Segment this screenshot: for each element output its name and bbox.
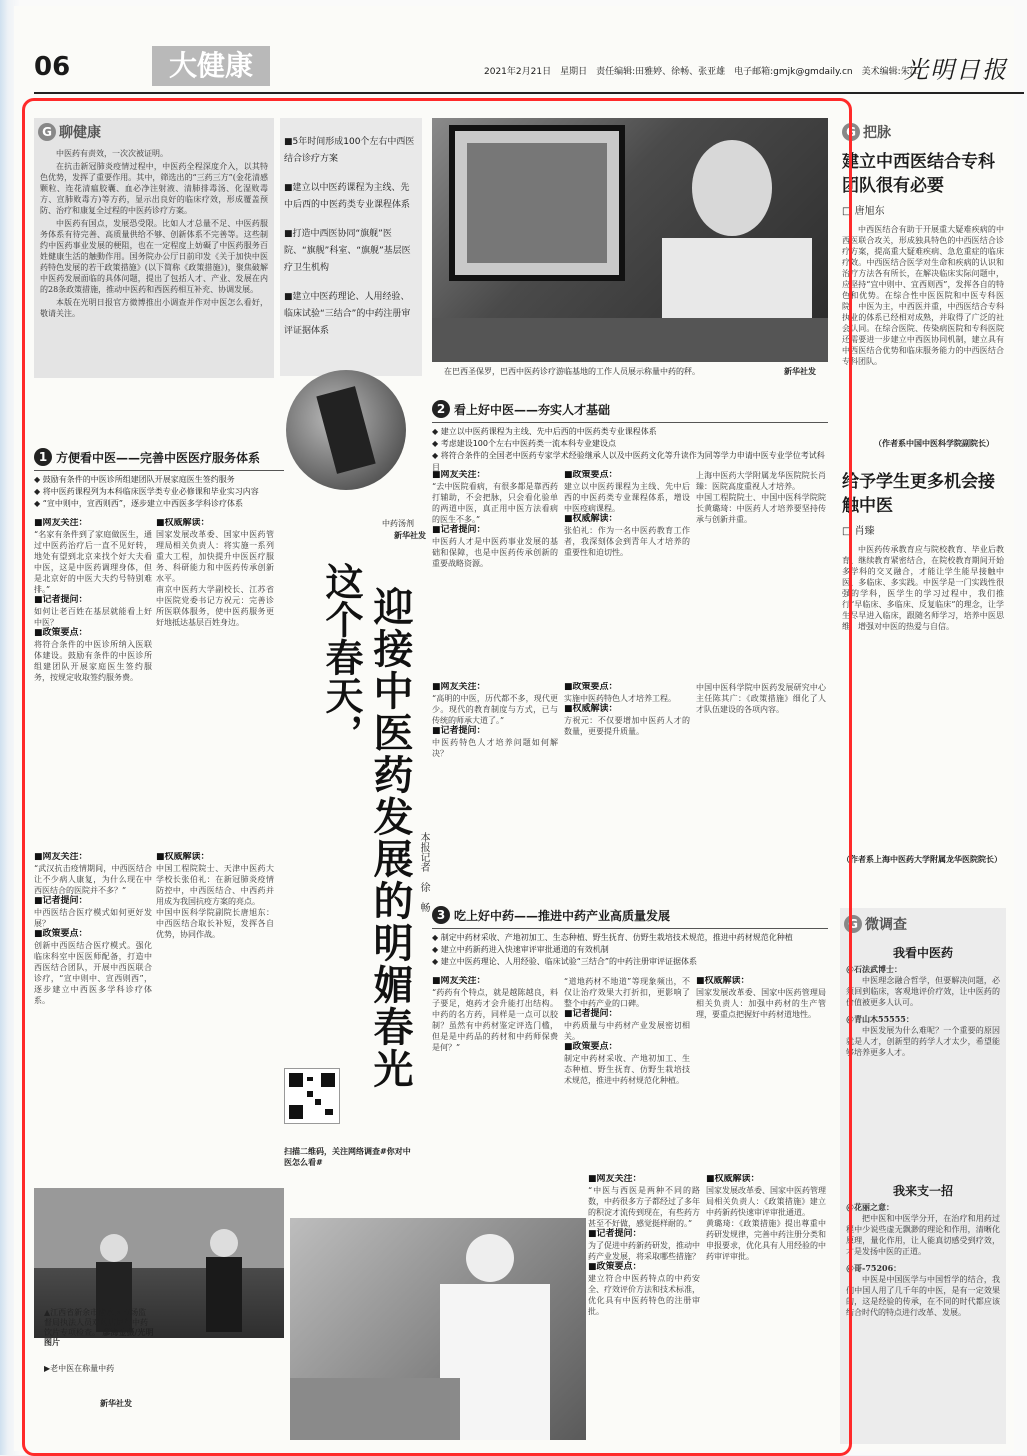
sec3b-policy-text: 建立符合中医药特点的中药安全、疗效评价方法和技术标准，优化具有中医药特色的注册审批。 [588,1274,700,1316]
bullet-text: 考虑建设100个左右中医药类一流本科专业建设点 [440,439,616,448]
sec3-policy-text: 制定中药材采收、产地初加工、生态种植、野生抚育、仿野生栽培技术规范，推进中药材规范化种植。 [564,1054,690,1085]
highlight-text: 建立以中医药课程为主线、先中后西的中医药类专业课程体系 [284,183,411,210]
g-icon: G [38,123,56,141]
intro-p2: 在抗击新冠肺炎疫情过程中，中医药全程深度介入，以其特色优势，发挥了重要作用。其中，筛选出的“三药三方”(金花清感颗粒、连花清瘟胶囊、血必净注射液、清肺排毒汤、化湿败毒方、宣肺败毒方)等方药，显示出良好的临床疗效，形成覆盖预防、治疗和康复全过程的中医药诊疗方案。 [40,162,268,215]
label-concern: ■网友关注： [588,1174,642,1184]
bottom-caption1-text: 江西省新余市渝水区市场监督局执法人员对药店进行中药饮片专项检查。 [44,1308,148,1337]
label-policy: ■政策要点： [588,1262,642,1272]
article2-text: 中医药传承教育应与院校教育、毕业后教育、继续教育紧密结合，在院校教育期间开始多学科的交叉融合，才能让学生能早接触中医、多临床、多实践。中医学是一门实践性很强的学科，医学生的学习过程中，我们推行“早临床、多临床、反复临床”的理念，让学生尽早进入临床，跟随名师学习，培养中医思维，增强对中医的热爱与自信。 [842,545,1004,631]
label-concern: ■网友关注： [34,852,88,862]
intro-p3: 中医药有国点，发展恐受限。比如人才总量不足、中医药服务体系有待完善、高质量供给不够、创新体系不完善等。这些制约中医药事业发展的梗阻，也在一定程度上妨礙了中医药服务百姓健康生活的触動作用。国务院办公厅日前印发《关于加快中医药特色发展的若干政策措施》(以下简称《政策措施》)，聚焦破解中医药发展面临的具体问题，提出了包括人才、产业、发展在内的28条政策措施，推动中医药和西医药相互补充、协调发展。 [40,219,268,294]
highlight-item: ■5年时间形成100个左右中西医结合诊疗方案 [284,137,415,164]
label-interp: ■权威解读： [156,518,210,528]
survey-user: @石法武博士： [846,964,902,974]
label-interp: ■权威解读： [156,852,210,862]
right-tag-label: 把脉 [863,125,891,141]
g-icon: G [842,123,860,141]
bullet: ◆ 建立以中医药课程为主线、先中后西的中医药类专业课程体系 [432,427,657,436]
label-concern: ■网友关注： [432,470,486,480]
newspaper-logo: 光明日报 [904,56,1008,84]
support-title: 我来支一招 [892,1184,953,1198]
article1-title: 建立中西医结合专科团队很有必要 [842,152,995,196]
sec2b-interp-text2: 中国中医科学院中医药发展研究中心主任陈其广：《政策措施》细化了人才队伍建设的各项内容。 [696,683,826,714]
survey-tag-label: 微调查 [865,917,907,933]
sec2-interp-text: 张伯礼：作为一名中医药教育工作者，我深刻体会到青年人才培养的重要性和迫切性。 [564,526,690,557]
article2-author-name: 肖臻 [854,526,875,537]
highlight-text: 打造中西医协同“旗舰”医院、“旗舰”科室、“旗舰”基层医疗卫生机构 [284,229,411,273]
header-rule [34,92,1024,94]
sec2b-concern-text: “高明的中医，历代都不多，现代更少。现代的教育制度与方式，已与传统的师承大道了。” [432,694,558,725]
section3-number: 3 [432,906,450,924]
sec3b-interp-text2: 黄璐琦：《政策措施》提出尊重中药研发规律，完善中药注册分类和申报要求，优化具有人用经验的中药审评审批。 [706,1219,826,1261]
section3-title: 吃上好中药——推进中药产业高质量发展 [454,908,671,923]
main-title-line2: 迎接中医药发展的明媚春光 [367,586,414,1090]
label-policy: ■政策要点： [564,682,618,692]
section-title: 大健康 [152,46,270,86]
bullet-text: 制定中药材采收、产地初加工、生态种植、野生抚育、仿野生栽培技术规范，推进中药材规范化种植 [440,933,793,942]
sec3-ask-text: 中药质量与中药材产业发展密切相关。 [564,1021,690,1041]
label-policy: ■政策要点： [34,628,88,638]
article2-author: □ 肖臻 [842,526,875,537]
sec2-interp-text2: 上海中医药大学附属龙华医院院长肖臻：医院高度重视人才培养。 [696,471,826,491]
label-concern: ■网友关注： [432,976,486,986]
sec3b-concern-text: “中医与西医是两种不同的路数，中药很多方子都经过了多年的积淀才流传到现在，有些药方甚至不好做，感觉挺样耐的。” [588,1186,700,1228]
sec1-interp-text2: 南京中医药大学副校长、江苏省中医院党委书记方祝元：完善诊所医联体服务，使中医药服务更好地抵达基层百姓身边。 [156,585,274,627]
intro-tag-label: 聊健康 [59,125,101,141]
intro-p1: 中医药有责效，一次次被证明。 [56,149,168,158]
sec1b-interp-text2: 中国中医科学院副院长唐旭东：中西医结合取长补短，发挥各自优势，协同作战。 [156,908,274,939]
label-ask: ■记者提问： [432,525,486,535]
bullet: ◆ 建立中药新药进入快速审评审批通道的有效机制 [432,945,609,954]
survey-text: 中医理念融合哲学，但要解决问题，必须回到临床，客观地评价疗效，让中医药的价值被更多人认可。 [846,976,1000,1007]
medicine-caption: 中药汤剂 [382,519,414,528]
sec1-ask-text: 如何让老百姓在基层就能看上好中医？ [34,607,152,627]
bullet: ◆ 考虑建设100个左右中医药类一流本科专业建设点 [432,439,616,448]
section1-number: 1 [34,448,52,466]
bottom-credit1: 廖海金摄/光明图片 [44,1328,154,1347]
bullet: ◆ “宣中则中，宣西则西”，逐步建立中西医多学科诊疗体系 [34,499,243,508]
sec3b-interp-text: 国家发展改革委、国家中医药管理局相关负责人：《政策措施》建立中药新药快速审评审批通道。 [706,1186,826,1217]
bottom-caption2: ▶老中医在称量中药 [44,1364,115,1373]
sec1b-policy-text: 创新中西医结合医疗模式。强化临床科室中医医师配备，打造中西医结合团队，开展中西医联合诊疗，“宣中则中、宣西则西”，逐步建立中西医多学科诊疗体系。 [34,941,152,1005]
label-ask: ■记者提问： [588,1229,642,1239]
qr-caption: 扫描二维码，关注网络调查#你对中医怎么看# [284,1147,411,1167]
bottom-caption2-text: 老中医在称量中药 [50,1364,115,1373]
sec2b-interp-text: 方祝元：不仅要增加中医药人才的数量，更要提升质量。 [564,716,690,736]
support-text: 中医是中国医学与中国哲学的结合，我们中国人用了几千年的中医，是有一定效果的，这是经验的传承，在不同的时代都应该结合时代的特点进行改革、发展。 [846,1275,1000,1317]
label-ask: ■记者提问： [34,896,88,906]
article1-text: 中西医结合有助于开展重大疑难疾病的中西医联合攻关，形成独具特色的中西医结合诊疗方案，提高重大疑难疾病、急危重症的临床疗效。中西医结合医学对生命和疾病的认识和治疗方法各有所长，在解决临床实际问题中，应坚持“宜中则中、宜西则西”，发挥各自的特色和优势。在综合性中医医院和中医专科医院，中医为主，中西医并重，中西医结合专科执业的体系已经相对成熟，并取得了广泛的社会认同。在综合医院、传染病医院和专科医院还需要进一步建立中西医协同机制，建立具有中西医结合优势和临床服务能力的中西医结合专科团队。 [842,225,1004,366]
top-photo-caption: 在巴西圣保罗，巴西中医药诊疗游临基地的工作人员展示称量中药的秤。 [444,367,700,376]
label-ask: ■记者提问： [564,1009,618,1019]
sec3-extra-text: “道地药材不地道”等现象频出，不仅让治疗效果大打折扣，更影响了整个中药产业的口碑。 [564,977,690,1008]
support-user: @哥-75206： [846,1263,902,1273]
support-items [846,1202,1000,1440]
bullet-text: 建立中医药理论、人用经验、临床试验“三结合”的中药注册审评证据体系 [440,957,697,966]
sec1b-concern-text: “武汉抗击疫情期间，中西医结合让不少病人康复，为什么现在中西医结合的医院并不多？” [34,864,152,895]
survey-user: @青山木55555： [846,1014,914,1024]
label-ask: ■记者提问： [34,595,88,605]
label-policy: ■政策要点： [564,470,618,480]
byline: 本报记者 徐 畅 [418,832,429,912]
bullet-text: 建立中药新药进入快速审评审批通道的有效机制 [440,945,609,954]
article1-signature: （作者系中国中医科学院副院长） [874,439,994,448]
survey-text: 中医发展为什么难呢？一个重要的原因就是人才，创新型的药学人才太少，希望能够培养更多人才。 [846,1026,1000,1057]
bullet-text: 将中医药课程列为本科临床医学类专业必修课和毕业实习内容 [42,487,259,496]
bullet-text: “宣中则中，宣西则西”，逐步建立中西医多学科诊疗体系 [42,499,243,508]
label-interp: ■权威解读： [564,514,618,524]
highlight-text: 建立中医药理论、人用经验、临床试验“三结合”的中药注册审评证据体系 [284,292,411,336]
sec2-policy-text: 建立以中医药课程为主线、先中后西的中医药类专业课程体系，增设中医疫病课程。 [564,482,690,513]
sec1b-interp-text: 中国工程院院士、天津中医药大学校长张伯礼：在新冠肺炎疫情防控中，中西医结合、中西药并用成为我国抗疫方案的亮点。 [156,864,274,906]
main-title-line1: 这个春天， [319,562,364,752]
sec1-concern-text: “名家有条件到了家庭做医生，通过中医药治疗后一直不见好转，地处有望到北京来找个好大夫看中医，这是中医药调理身体，但是北京好的中医大夫约号特别难排。” [34,530,152,594]
sec1-interp-text: 国家发展改革委、国家中医药管理局相关负责人：将实施一系列重大工程，加快提升中医医疗服务、科研能力和中医药传承创新水平。 [156,530,274,583]
top-photo-credit: 新华社发 [784,367,816,376]
highlight-item: ■建立以中医药课程为主线、先中后西的中医药类专业课程体系 [284,183,411,210]
section2-title: 看上好中医——夯实人才基础 [454,402,611,417]
sec2b-ask-text: 中医药特色人才培养问题如何解决？ [432,738,558,758]
survey-title: 我看中医药 [892,946,953,960]
label-policy: ■政策要点： [564,1042,618,1052]
highlight-item: ■打造中西医协同“旗舰”医院、“旗舰”科室、“旗舰”基层医疗卫生机构 [284,229,411,273]
bullet: ◆ 制定中药材采收、产地初加工、生态种植、野生抚育、仿野生栽培技术规范，推进中药材规范化种植 [432,933,793,942]
article2-signature: （作者系上海中医药大学附属龙华医院院长） [842,855,1002,864]
article2-title: 给予学生更多机会接触中医 [842,472,995,516]
sec3-interp-text: 国家发展改革委、国家中医药管理局相关负责人：加强中药材的生产管理，要重点把握好中药材道地性。 [696,988,826,1019]
bullet-text: 建立以中医药课程为主线、先中后西的中医药类专业课程体系 [440,427,657,436]
label-policy: ■政策要点： [34,929,88,939]
intro-p4: 本版在光明日报官方微博推出小调查并作对中医怎么看好，敬请关注。 [40,298,268,318]
survey-tag [844,914,907,934]
label-interp: ■权威解读： [696,976,750,986]
label-interp: ■权威解读： [706,1174,760,1184]
medicine-credit: 新华社发 [394,531,426,540]
page-number: 06 [34,52,71,82]
support-text: 把中医和中医学分开，在治疗和用药过程中少说些虚无飘渺的理论和作用，清晰化原理，量化作用，让人能真切感受到疗效，才是发扬中医的正道。 [846,1214,1000,1256]
bullet: ◆ 鼓励有条件的中医诊所组建团队开展家庭医生签约服务 [34,475,235,484]
header-meta: 2021年2月21日 星期日 责任编辑:田雅婷、徐畅、张亚雄 电子邮箱:gmjk@gmdaily.cn 美术编辑:朱江 [484,67,919,77]
article1-author-name: 唐旭东 [854,206,885,217]
bottom-caption1: ▲江西省新余市渝水区市场监督局执法人员对药店进行中药饮片专项检查。 廖海金摄/光明图片 [44,1308,154,1347]
highlight-text: 5年时间形成100个左右中西医结合诊疗方案 [284,137,415,164]
support-user: @花丽之意： [846,1202,894,1212]
section2-number: 2 [432,400,450,418]
sec2-ask-text: 中医药人才是中医药事业发展的基础和保障，也是中医药传承创新的重要战略资源。 [432,537,558,568]
label-ask: ■记者提问： [432,726,486,736]
bottom-credit2: 新华社发 [100,1399,132,1408]
bullet: ◆ 将符合条件的全国老中医药专家学术经验继承人以及中医药文化等升读作为同等学力申请中医专业学位考试科目 [432,451,825,472]
sec1b-ask-text: 中西医结合医疗模式如何更好发展？ [34,908,152,928]
sec2-concern-text: “去中医院看病，有很多都是靠西药打辅助，不会把脉，只会看化验单的两道中医，真正用中医方法看病的医生不多。” [432,482,558,524]
section1-title: 方便看中医——完善中医医疗服务体系 [56,450,261,465]
label-concern: ■网友关注： [432,682,486,692]
bullet-text: 将符合条件的全国老中医药专家学术经验继承人以及中医药文化等升读作为同等学力申请中医专业学位考试科目 [432,451,825,472]
sec1-policy-text: 将符合条件的中医诊所纳入医联体建设。鼓励有条件的中医诊所组建团队开展家庭医生签约服务，按规定收取签约服务费。 [34,640,152,682]
sec2-interp-text3: 中国工程院院士、中国中医科学院院长黄璐琦：中医药人才培养要坚持传承与创新并重。 [696,493,826,524]
survey-items [846,964,1000,1164]
article1-author: □ 唐旭东 [842,206,885,217]
newspaper-page [14,6,1014,1451]
bullet: ◆ 将中医药课程列为本科临床医学类专业必修课和毕业实习内容 [34,487,259,496]
highlight-item: ■建立中医药理论、人用经验、临床试验“三结合”的中药注册审评证据体系 [284,292,411,336]
highlight-frame [22,98,852,1456]
label-concern: ■网友关注： [34,518,88,528]
g-icon: G [844,915,862,933]
sec2b-policy-text: 实施中医药特色人才培养工程。 [564,694,676,703]
bullet: ◆ 建立中医药理论、人用经验、临床试验“三结合”的中药注册审评证据体系 [432,957,697,966]
sec3-concern-text: “药药有个特点，就是越陈越良，料子要足，炮药才会升能打出结构。中药的名方药，同样是一点可以胶制？虽然有中药材鉴定评选门槛，但是是中药品的药材和中药师保费是何？” [432,988,558,1052]
bullet-text: 鼓励有条件的中医诊所组建团队开展家庭医生签约服务 [42,475,235,484]
label-interp: ■权威解读： [564,704,618,714]
sec3b-ask-text: 为了促进中药新药研发，推动中药产业发展，将采取哪些措施？ [588,1241,700,1261]
